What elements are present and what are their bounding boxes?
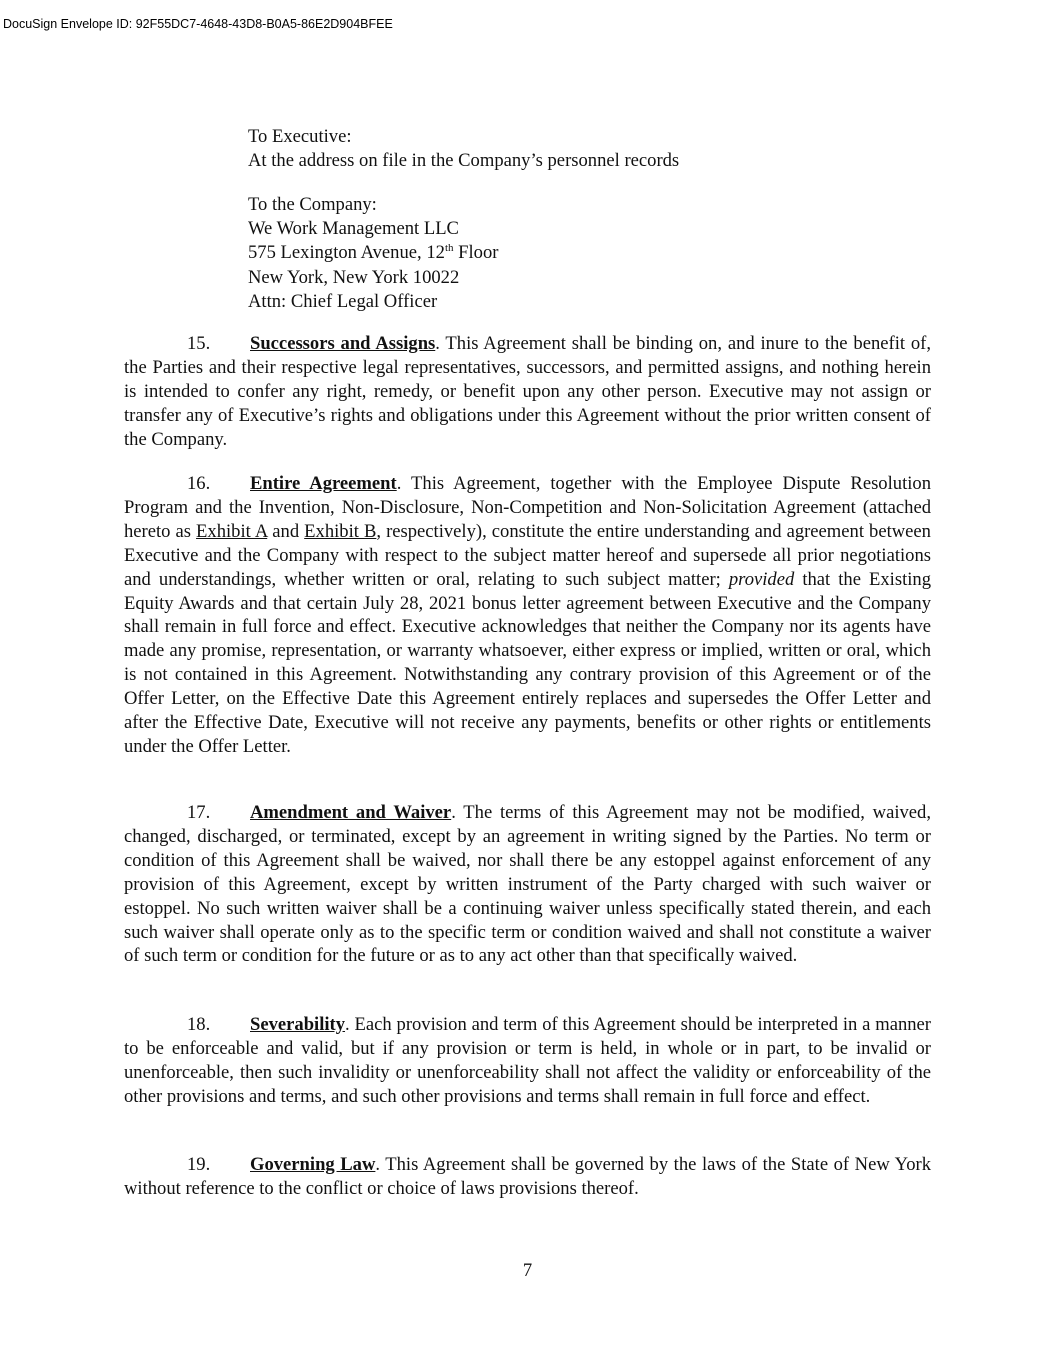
notice-executive-address: At the address on file in the Company’s personnel records — [248, 150, 680, 172]
section-15-successors-and-assigns — [124, 332, 931, 452]
section-number: 19. — [187, 1154, 211, 1175]
notice-company-attn: Attn: Chief Legal Officer — [248, 290, 438, 312]
section-body: . Each provision and term of this Agreement should be interpreted in a manner to be enforceable and valid, but if any provision or term is held, in whole or in part, to be invalid or unenforceable, then such invalidity or unenforceability shall not affect the validity or enforceability of the other provisions and terms, and such other provisions and terms shall remain in full force and effect. — [124, 1014, 931, 1107]
exhibit-a-reference: Exhibit A — [196, 520, 268, 542]
notice-company-name: We Work Management LLC — [248, 218, 459, 240]
notice-executive-label: To Executive: — [248, 126, 352, 147]
section-19-governing-law — [124, 1153, 931, 1201]
section-number: 18. — [187, 1014, 211, 1035]
section-number: 15. — [187, 333, 211, 354]
section-heading: Successors and Assigns — [250, 333, 436, 354]
section-16-entire-agreement: 16. Entire Agreement. This Agreement, together with the Employee Dispute Resolution Program and the Invention, Non-Disclosure, Non-Competition and Non-Solicitation Agreement (attached hereto as Exhibit A and Exhibit B, respectively), constitute the entire understanding and agreement between Executive and the Company with respect to the subject matter hereof and supersede all prior negotiations and understandings, whether written or oral, relating to such subject matter; provided that the Existing Equity Awards and that certain July 28, 2021 bonus letter agreement between Executive and the Company shall remain in full force and effect. Executive acknowledges that neither the Company nor its agents have made any promise, representation, or warranty whatsoever, either express or implied, written or oral, which is not contained in this Agreement. Notwithstanding any contrary provision of this Agreement or of the Offer Letter, on the Effective Date this Agreement entirely replaces and supersedes the Offer Letter and after the Effective Date, Executive will not receive any payments, benefits or other rights or entitlements under the Offer Letter. — [124, 473, 931, 757]
section-heading: Amendment and Waiver — [250, 802, 452, 823]
section-number: 17. — [187, 802, 211, 823]
notice-company-street: 575 Lexington Avenue, 12th Floor — [248, 242, 499, 264]
provided-italic: provided — [728, 568, 795, 590]
section-heading: Governing Law — [250, 1154, 376, 1175]
exhibit-b-reference: Exhibit B — [304, 520, 377, 542]
section-number: 16. — [187, 473, 211, 494]
notice-company-label: To the Company: — [248, 194, 377, 215]
section-body: . The terms of this Agreement may not be modified, waived, changed, discharged, or terminated, except by an agreement in writing signed by the Parties. No term or condition of this Agreement shall be waived, nor shall there be any estoppel against enforcement of any provision of this Agreement, except by written instrument of the Party charged with such waiver or estoppel. No such written waiver shall be a continuing waiver unless specifically stated therein, and each such waiver shall operate only as to the specific term or condition waived and shall not constitute a waiver of such term or condition for the future or as to any act other than that specifically waived. — [124, 802, 931, 967]
notice-company-block — [248, 193, 498, 314]
section-heading: Entire Agreement — [250, 473, 397, 494]
docusign-envelope-id: DocuSign Envelope ID: 92F55DC7-4648-43D8-B0A5-86E2D904BFEE — [3, 17, 393, 31]
section-body: . This Agreement shall be binding on, and inure to the benefit of, the Parties and their respective legal representatives, successors, and permitted assigns, and nothing herein is intended to confer any right, remedy, or benefit upon any other person. Executive may not assign or transfer any of Executive’s rights and obligations under this Agreement without the prior written consent of the Company. — [124, 333, 931, 450]
page-number: 7 — [522, 1260, 533, 1281]
section-heading: Severability — [250, 1014, 346, 1035]
section-17-amendment-and-waiver — [124, 801, 931, 968]
notice-company-city: New York, New York 10022 — [248, 266, 460, 288]
section-body: . This Agreement shall be governed by the laws of the State of New York without reference to the conflict or choice of laws provisions thereof. — [124, 1154, 931, 1199]
section-18-severability — [124, 1013, 931, 1109]
notice-executive-block — [248, 125, 679, 173]
